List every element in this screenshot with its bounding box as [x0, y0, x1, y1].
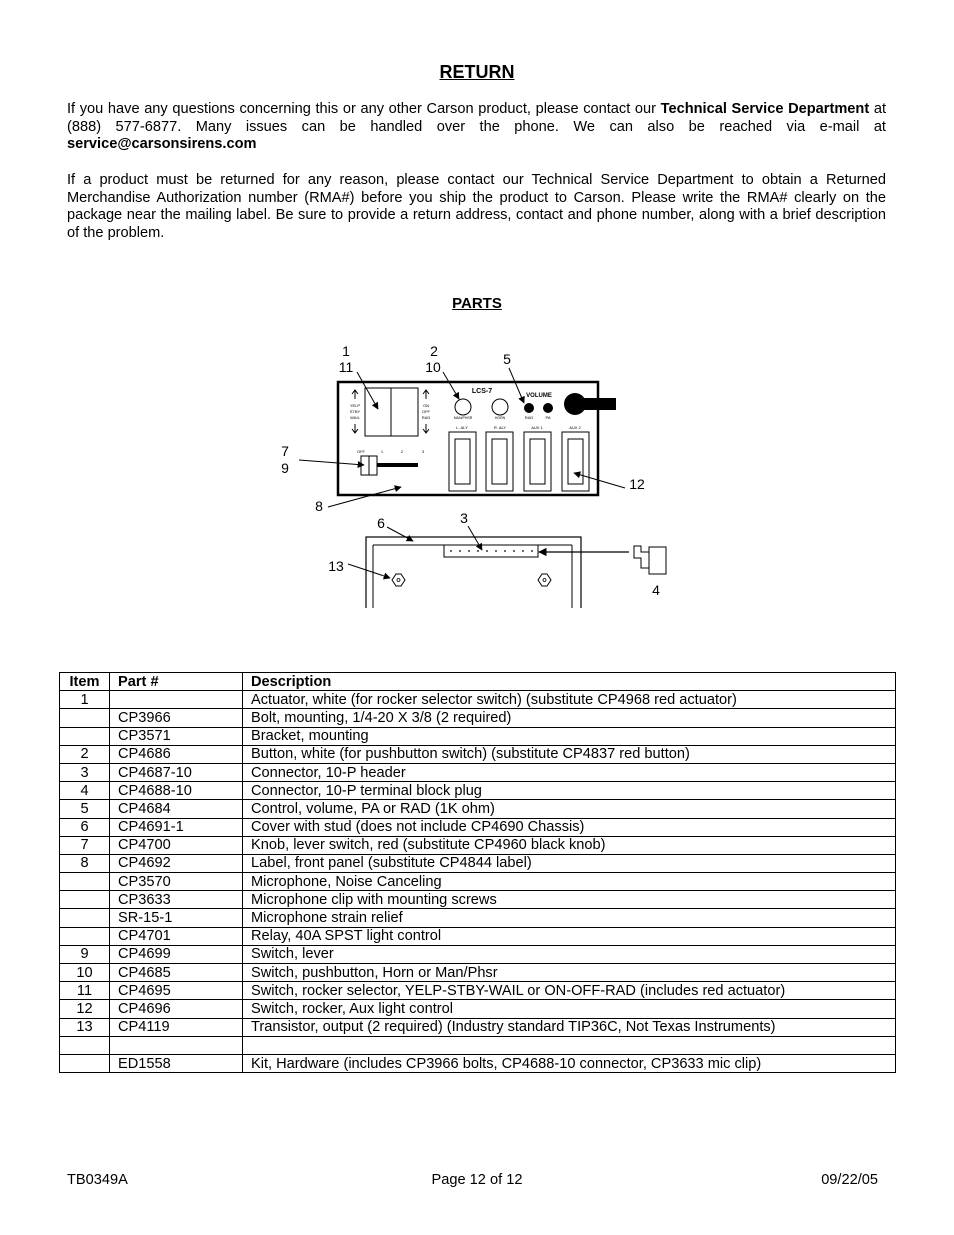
item-cell [60, 927, 110, 945]
description-cell: Kit, Hardware (includes CP3966 bolts, CP4688-10 connector, CP3633 mic clip) [243, 1054, 896, 1072]
callout-10: 10 [425, 359, 441, 375]
table-row [60, 1036, 896, 1054]
contact-text-1: If you have any questions concerning this or any other Carson product, please contact our [67, 101, 661, 117]
callout-12: 12 [629, 476, 645, 492]
contact-paragraph [67, 101, 886, 154]
callout-2: 2 [430, 343, 438, 359]
part-number-cell: CP4691-1 [110, 818, 243, 836]
lever-position-off: OFF [357, 449, 365, 454]
part-number-cell: CP4695 [110, 982, 243, 1000]
description-cell: Control, volume, PA or RAD (1K ohm) [243, 800, 896, 818]
item-cell [60, 1054, 110, 1072]
l-aly-switch-inner [455, 439, 470, 484]
page-number: Page 12 of 12 [431, 1172, 523, 1188]
header-part-number: Part # [110, 673, 243, 691]
item-cell [60, 727, 110, 745]
r-aly-label: R. ALY [493, 425, 507, 430]
description-cell: Switch, lever [243, 945, 896, 963]
mic-strain-relief-icon [564, 393, 586, 415]
table-row [60, 854, 896, 872]
parts-diagram [270, 338, 690, 608]
table-row [60, 763, 896, 781]
item-cell: 2 [60, 745, 110, 763]
callout-7: 7 [281, 443, 289, 459]
table-row [60, 1018, 896, 1036]
doc-number: TB0349A [67, 1172, 128, 1188]
item-cell: 1 [60, 691, 110, 709]
item-cell: 6 [60, 818, 110, 836]
callout-13: 13 [328, 558, 344, 574]
callout-11: 11 [338, 359, 354, 375]
mic-cord [583, 398, 616, 410]
lever-position-1: 1 [380, 449, 384, 454]
part-number-cell: CP4684 [110, 800, 243, 818]
part-number-cell: CP3633 [110, 891, 243, 909]
description-cell: Relay, 40A SPST light control [243, 927, 896, 945]
description-cell: Switch, rocker, Aux light control [243, 1000, 896, 1018]
description-cell: Button, white (for pushbutton switch) (substitute CP4837 red button) [243, 745, 896, 763]
table-row [60, 964, 896, 982]
table-row [60, 782, 896, 800]
description-cell: Bolt, mounting, 1/4-20 X 3/8 (2 required) [243, 709, 896, 727]
table-row [60, 836, 896, 854]
item-cell [60, 891, 110, 909]
item-cell: 7 [60, 836, 110, 854]
item-cell: 11 [60, 982, 110, 1000]
callout-1: 1 [342, 343, 350, 359]
table-row [60, 745, 896, 763]
table-row [60, 709, 896, 727]
table-row [60, 818, 896, 836]
table-row [60, 982, 896, 1000]
description-cell [243, 1036, 896, 1054]
table-row [60, 909, 896, 927]
table-row [60, 691, 896, 709]
part-number-cell: CP4696 [110, 1000, 243, 1018]
parts-table-body [60, 691, 896, 1073]
part-number-cell: ED1558 [110, 1054, 243, 1072]
part-number-cell: CP4692 [110, 854, 243, 872]
parts-table [59, 672, 896, 1073]
table-row [60, 873, 896, 891]
description-cell: Label, front panel (substitute CP4844 label) [243, 854, 896, 872]
item-cell: 5 [60, 800, 110, 818]
description-cell: Microphone clip with mounting screws [243, 891, 896, 909]
part-number-cell [110, 1036, 243, 1054]
volume-label: VOLUME [526, 393, 552, 399]
aux1-label: AUX 1 [531, 425, 543, 430]
item-cell: 4 [60, 782, 110, 800]
plug-tab [634, 546, 649, 568]
rad-volume-knob [524, 403, 534, 413]
rocker-left-label-3: WAIL [350, 415, 360, 420]
tech-service-dept: Technical Service Department [660, 101, 870, 117]
lever-position-2: 2 [400, 449, 404, 454]
description-cell: Bracket, mounting [243, 727, 896, 745]
10p-header-connector [444, 545, 538, 557]
part-number-cell: CP4701 [110, 927, 243, 945]
header-description: Description [243, 673, 896, 691]
part-number-cell: CP3570 [110, 873, 243, 891]
callout-8: 8 [315, 498, 323, 514]
table-row [60, 927, 896, 945]
table-row [60, 1000, 896, 1018]
service-email: service@carsonsirens.com [67, 136, 257, 153]
part-number-cell: CP4700 [110, 836, 243, 854]
terminal-block-plug [649, 547, 666, 574]
parts-heading: PARTS [452, 295, 502, 312]
horn-button [492, 399, 508, 415]
description-cell: Switch, rocker selector, YELP-STBY-WAIL or ON-OFF-RAD (includes red actuator) [243, 982, 896, 1000]
man-phsr-button [455, 399, 471, 415]
part-number-cell: SR-15-1 [110, 909, 243, 927]
item-cell [60, 709, 110, 727]
description-cell: Actuator, white (for rocker selector switch) (substitute CP4968 red actuator) [243, 691, 896, 709]
part-number-cell: CP4687-10 [110, 763, 243, 781]
pa-volume-knob [543, 403, 553, 413]
transistor-left-hole [397, 579, 400, 582]
part-number-cell: CP3966 [110, 709, 243, 727]
doc-date: 09/22/05 [821, 1172, 878, 1188]
description-cell: Cover with stud (does not include CP4690 Chassis) [243, 818, 896, 836]
part-number-cell: CP4688-10 [110, 782, 243, 800]
aux1-switch-inner [530, 439, 545, 484]
item-cell: 10 [60, 964, 110, 982]
r-aly-switch-inner [492, 439, 507, 484]
description-cell: Connector, 10-P header [243, 763, 896, 781]
item-cell [60, 1036, 110, 1054]
table-row [60, 1054, 896, 1072]
item-cell: 12 [60, 1000, 110, 1018]
rocker-left-label-2: STBY [349, 409, 361, 414]
rma-paragraph: If a product must be returned for any reason, please contact our Technical Service Department to obtain a Returned Merchandise Authorization number (RMA#) before you ship the product to Carson. Please write the RMA# clearly on the package near the mailing label. Be sure to provide a return address, contact and phone number, along with a brief description of the problem. [67, 172, 886, 241]
callout-5: 5 [503, 351, 511, 367]
description-cell: Microphone strain relief [243, 909, 896, 927]
rocker-right-label-1: ON [423, 403, 429, 408]
description-cell: Connector, 10-P terminal block plug [243, 782, 896, 800]
return-heading: RETURN [439, 62, 515, 82]
l-aly-label: L. ALY [456, 425, 468, 430]
table-row [60, 891, 896, 909]
transistor-right-hole [543, 579, 546, 582]
item-cell: 3 [60, 763, 110, 781]
rocker-right-label-3: RAD [421, 415, 431, 420]
description-cell: Transistor, output (2 required) (Industry standard TIP36C, Not Texas Instruments) [243, 1018, 896, 1036]
rocker-left-label-1: YELP [349, 403, 361, 408]
table-row [60, 800, 896, 818]
description-cell: Knob, lever switch, red (substitute CP4960 black knob) [243, 836, 896, 854]
rocker-right-label-2: OFF [422, 409, 430, 414]
description-cell: Switch, pushbutton, Horn or Man/Phsr [243, 964, 896, 982]
part-number-cell: CP3571 [110, 727, 243, 745]
horn-label: HORN [494, 416, 506, 420]
lever-position-3: 3 [421, 449, 425, 454]
table-row [60, 727, 896, 745]
callout-3: 3 [460, 510, 468, 526]
part-number-cell: CP4686 [110, 745, 243, 763]
part-number-cell [110, 691, 243, 709]
callout-6: 6 [377, 515, 385, 531]
item-cell: 9 [60, 945, 110, 963]
item-cell: 13 [60, 1018, 110, 1036]
callout-9: 9 [281, 460, 289, 476]
rad-label: RAD [524, 415, 534, 420]
item-cell: 8 [60, 854, 110, 872]
panel-model-label: LCS-7 [471, 388, 493, 395]
table-header-row [60, 673, 896, 691]
lever-slot [377, 463, 418, 467]
callout-4: 4 [652, 582, 660, 598]
item-cell [60, 909, 110, 927]
part-number-cell: CP4119 [110, 1018, 243, 1036]
aux2-label: AUX 2 [569, 425, 581, 430]
description-cell: Microphone, Noise Canceling [243, 873, 896, 891]
item-cell [60, 873, 110, 891]
part-number-cell: CP4685 [110, 964, 243, 982]
man-phsr-label: MAN/PHSR [453, 416, 473, 420]
aux2-switch-inner [568, 439, 583, 484]
header-item: Item [60, 673, 110, 691]
table-row [60, 945, 896, 963]
pa-label: PA [545, 415, 551, 420]
contact-text-2: at (888) 577-6877. Many issues can be handled over the phone. We can also be reached via e-mail at [67, 101, 887, 135]
part-number-cell: CP4699 [110, 945, 243, 963]
